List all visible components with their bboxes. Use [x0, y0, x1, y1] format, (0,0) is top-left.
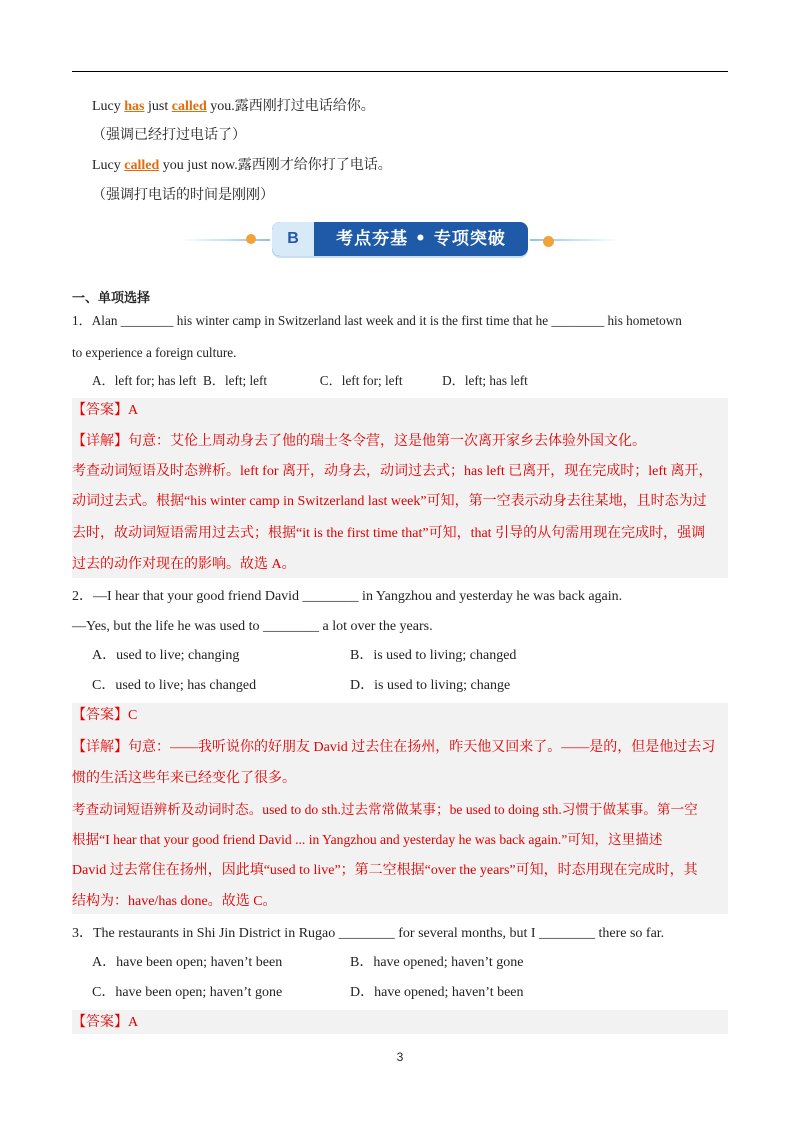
banner-left-line [180, 239, 270, 241]
question-2-option-a: A．used to live; changing [92, 648, 240, 663]
question-2-detail-line: David 过去常住在扬州，因此填“used to live”；第二空根据“over the years”可知，时态用现在完成时，其 [72, 863, 698, 878]
example-line-1 [92, 97, 375, 117]
question-3-option-b: B．have opened; haven’t gone [350, 955, 524, 970]
question-2-detail-line: 【详解】句意：——我听说你的好朋友 David 过去住在扬州，昨天他又回来了。——是的，但是他过去习 [72, 740, 716, 755]
highlight-called: called [124, 158, 160, 173]
question-1-options: A．left for; has left B．left; left C．left for; left D．left; has left [92, 373, 528, 388]
question-1-detail-line: 动词过去式。根据“his winter camp in Switzerland last week”可知，第一空表示动身去往某地，且时态为过 [72, 494, 707, 509]
banner-title: 考点夯基 • 专项突破 [336, 229, 506, 249]
page-number: 3 [396, 1050, 404, 1064]
highlight-called: called [171, 99, 207, 114]
question-1-answer-box [72, 398, 728, 578]
question-3-answer: 【答案】A [72, 1015, 139, 1030]
question-1-detail-line: 过去的动作对现在的影响。故选 A。 [72, 557, 296, 572]
question-2-detail-line: 考查动词短语辨析及动词时态。used to do sth.过去常常做某事；be used to doing sth.习惯于做某事。第一空 [72, 802, 698, 817]
question-2-detail-line: 结构为：have/has done。故选 C。 [72, 894, 277, 909]
question-1-answer: 【答案】A [72, 403, 139, 418]
question-2-answer-box [72, 703, 728, 914]
text: you.露西刚打过电话给你。 [206, 99, 375, 114]
text: Lucy [92, 158, 125, 173]
question-2-option-d: D．is used to living; change [350, 678, 511, 693]
question-3-option-c: C．have been open; haven’t gone [92, 985, 283, 1000]
question-2-detail-line: 惯的生活这些年来已经变化了很多。 [72, 771, 296, 786]
question-3-answer-box [72, 1010, 728, 1034]
banner-pill [272, 222, 528, 256]
question-2-option-c: C．used to live; has changed [92, 678, 257, 693]
question-2-answer: 【答案】C [72, 708, 138, 723]
example-note-2: （强调打电话的时间是刚刚） [92, 188, 274, 203]
question-2-option-b: B．is used to living; changed [350, 648, 517, 663]
section-title: 一、单项选择 [72, 291, 151, 306]
text: just [144, 99, 172, 114]
question-1-detail-line: 【详解】句意：艾伦上周动身去了他的瑞士冬令营，这是他第一次离开家乡去体验外国文化。 [72, 434, 646, 449]
question-1-line-1: 1．Alan ________ his winter camp in Switzerland last week and it is the first time that he ________ his hometown [72, 313, 682, 328]
question-2-line-2: —Yes, but the life he was used to ________ a lot over the years. [72, 619, 433, 634]
question-1-detail-line: 考查动词短语及时态辨析。left for 离开，动身去，动词过去式；has left 已离开，现在完成时；left 离开， [72, 464, 713, 479]
question-2-line-1: 2．—I hear that your good friend David ________ in Yangzhou and yesterday he was back again. [72, 589, 623, 604]
highlight-has: has [124, 99, 145, 114]
banner-dot-icon [543, 236, 554, 247]
question-1-line-2: to experience a foreign culture. [72, 345, 237, 360]
banner-badge: B [272, 222, 314, 256]
question-1-detail-line: 去时，故动词短语需用过去式；根据“it is the first time that”可知，that 引导的从句需用现在完成时，强调 [72, 526, 706, 541]
question-3-line-1: 3．The restaurants in Shi Jin District in Rugao ________ for several months, but I ________ there so far. [72, 926, 665, 941]
section-banner [180, 220, 620, 260]
text: you just now.露西刚才给你打了电话。 [159, 158, 392, 173]
example-line-2 [92, 156, 392, 176]
header-rule [72, 71, 728, 72]
question-3-option-d: D．have opened; haven’t been [350, 985, 524, 1000]
banner-dot-icon [246, 234, 256, 244]
question-3-option-a: A．have been open; haven’t been [92, 955, 283, 970]
example-note-1: （强调已经打过电话了） [92, 128, 246, 143]
question-2-detail-line: 根据“I hear that your good friend David ... in Yangzhou and yesterday he was back again.”可知，这里描述 [72, 832, 663, 847]
text: Lucy [92, 99, 125, 114]
